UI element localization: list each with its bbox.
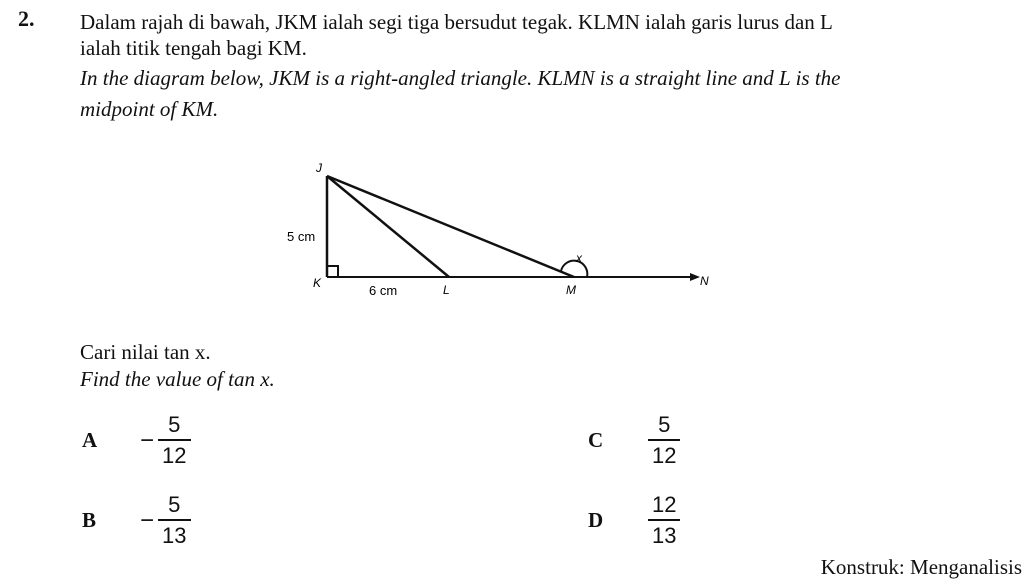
- label-m: M: [566, 283, 576, 297]
- question-text-malay-line1: Dalam rajah di bawah, JKM ialah segi tiga bersudut tegak. KLMN ialah garis lurus dan L: [80, 10, 833, 34]
- arrow-head-n: [690, 273, 700, 281]
- right-angle-marker: [327, 266, 338, 277]
- option-a-sign: −: [140, 426, 155, 454]
- option-d-fraction: [648, 493, 680, 548]
- question-text-english-line2: midpoint of KM.: [80, 97, 219, 121]
- option-a-denominator: 12: [158, 439, 190, 468]
- label-n: N: [700, 274, 709, 288]
- option-b-denominator: 13: [158, 519, 190, 548]
- label-side-kl: 6 cm: [369, 283, 398, 298]
- option-a[interactable]: [82, 413, 191, 468]
- prompt-english: Find the value of tan x.: [80, 367, 275, 391]
- option-a-fraction: [158, 413, 190, 468]
- option-b[interactable]: [82, 493, 191, 548]
- label-j: J: [316, 161, 322, 175]
- question-number: 2.: [18, 6, 35, 31]
- option-d-letter: D: [588, 508, 604, 532]
- option-a-letter: A: [82, 428, 98, 452]
- label-l: L: [443, 283, 450, 297]
- option-d[interactable]: [588, 493, 680, 548]
- option-a-numerator: 5: [168, 412, 181, 437]
- question-text-malay-line2: ialah titik tengah bagi KM.: [80, 36, 307, 60]
- option-c-denominator: 12: [648, 439, 680, 468]
- prompt-malay: Cari nilai tan x.: [80, 340, 211, 364]
- label-k: K: [313, 276, 322, 290]
- side-jm: [327, 176, 574, 277]
- option-d-denominator: 13: [648, 519, 680, 548]
- option-c-fraction: [648, 413, 680, 468]
- question-text-english-line1: In the diagram below, JKM is a right-angled triangle. KLMN is a straight line and L is the: [80, 66, 841, 90]
- option-c-letter: C: [588, 428, 604, 452]
- construct-label: Konstruk: Menganalisis: [820, 555, 1022, 579]
- option-b-numerator: 5: [168, 492, 181, 517]
- option-b-fraction: [158, 493, 190, 548]
- option-c-numerator: 5: [658, 412, 671, 437]
- option-b-sign: −: [140, 506, 155, 534]
- side-jl: [327, 176, 449, 277]
- option-d-numerator: 12: [652, 492, 677, 517]
- option-b-letter: B: [82, 508, 97, 532]
- label-side-jk: 5 cm: [287, 229, 316, 244]
- label-angle-x: x: [576, 251, 582, 265]
- option-c[interactable]: [588, 413, 680, 468]
